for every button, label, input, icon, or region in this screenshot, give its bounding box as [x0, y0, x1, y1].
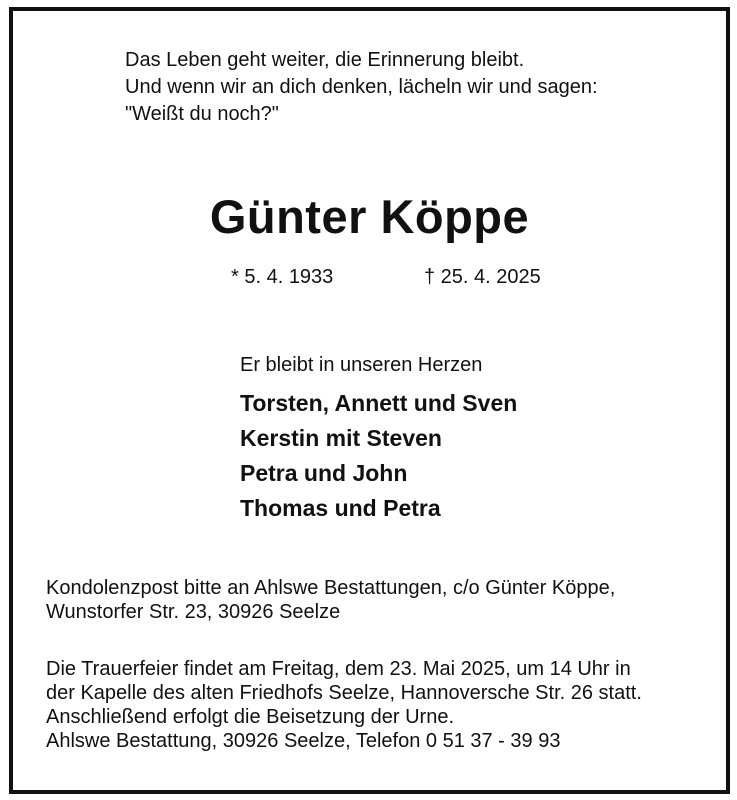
mourner-name: Thomas und Petra: [240, 495, 441, 521]
birth-date: * 5. 4. 1933: [231, 266, 334, 288]
ceremony-line: Ahlswe Bestattung, 30926 Seelze, Telefon 0 51 37 - 39 93: [46, 730, 561, 752]
mourner-name: Torsten, Annett und Sven: [240, 390, 518, 416]
poem-line: Und wenn wir an dich denken, lächeln wir und sagen:: [125, 76, 598, 98]
condolence-notice: [46, 576, 615, 624]
death-date: † 25. 4. 2025: [424, 266, 541, 288]
deceased-name: Günter Köppe: [209, 190, 530, 243]
mourner-name: Kerstin mit Steven: [240, 425, 442, 451]
poem-line: Das Leben geht weiter, die Erinnerung bleibt.: [125, 49, 525, 71]
mourners-list: [240, 386, 517, 526]
family-intro: Er bleibt in unseren Herzen: [240, 354, 483, 376]
ceremony-line: Anschließend erfolgt die Beisetzung der Urne.: [46, 706, 455, 728]
memorial-poem: [125, 47, 598, 128]
condolence-line: Wunstorfer Str. 23, 30926 Seelze: [46, 601, 341, 623]
ceremony-line: Die Trauerfeier findet am Freitag, dem 23. Mai 2025, um 14 Uhr in: [46, 658, 631, 680]
mourner-name: Petra und John: [240, 460, 408, 486]
obituary-frame: [9, 7, 730, 794]
condolence-line: Kondolenzpost bitte an Ahlswe Bestattungen, c/o Günter Köppe,: [46, 577, 616, 599]
ceremony-notice: [46, 657, 642, 753]
poem-line: "Weißt du noch?": [125, 103, 279, 125]
ceremony-line: der Kapelle des alten Friedhofs Seelze, Hannoversche Str. 26 statt.: [46, 682, 642, 704]
